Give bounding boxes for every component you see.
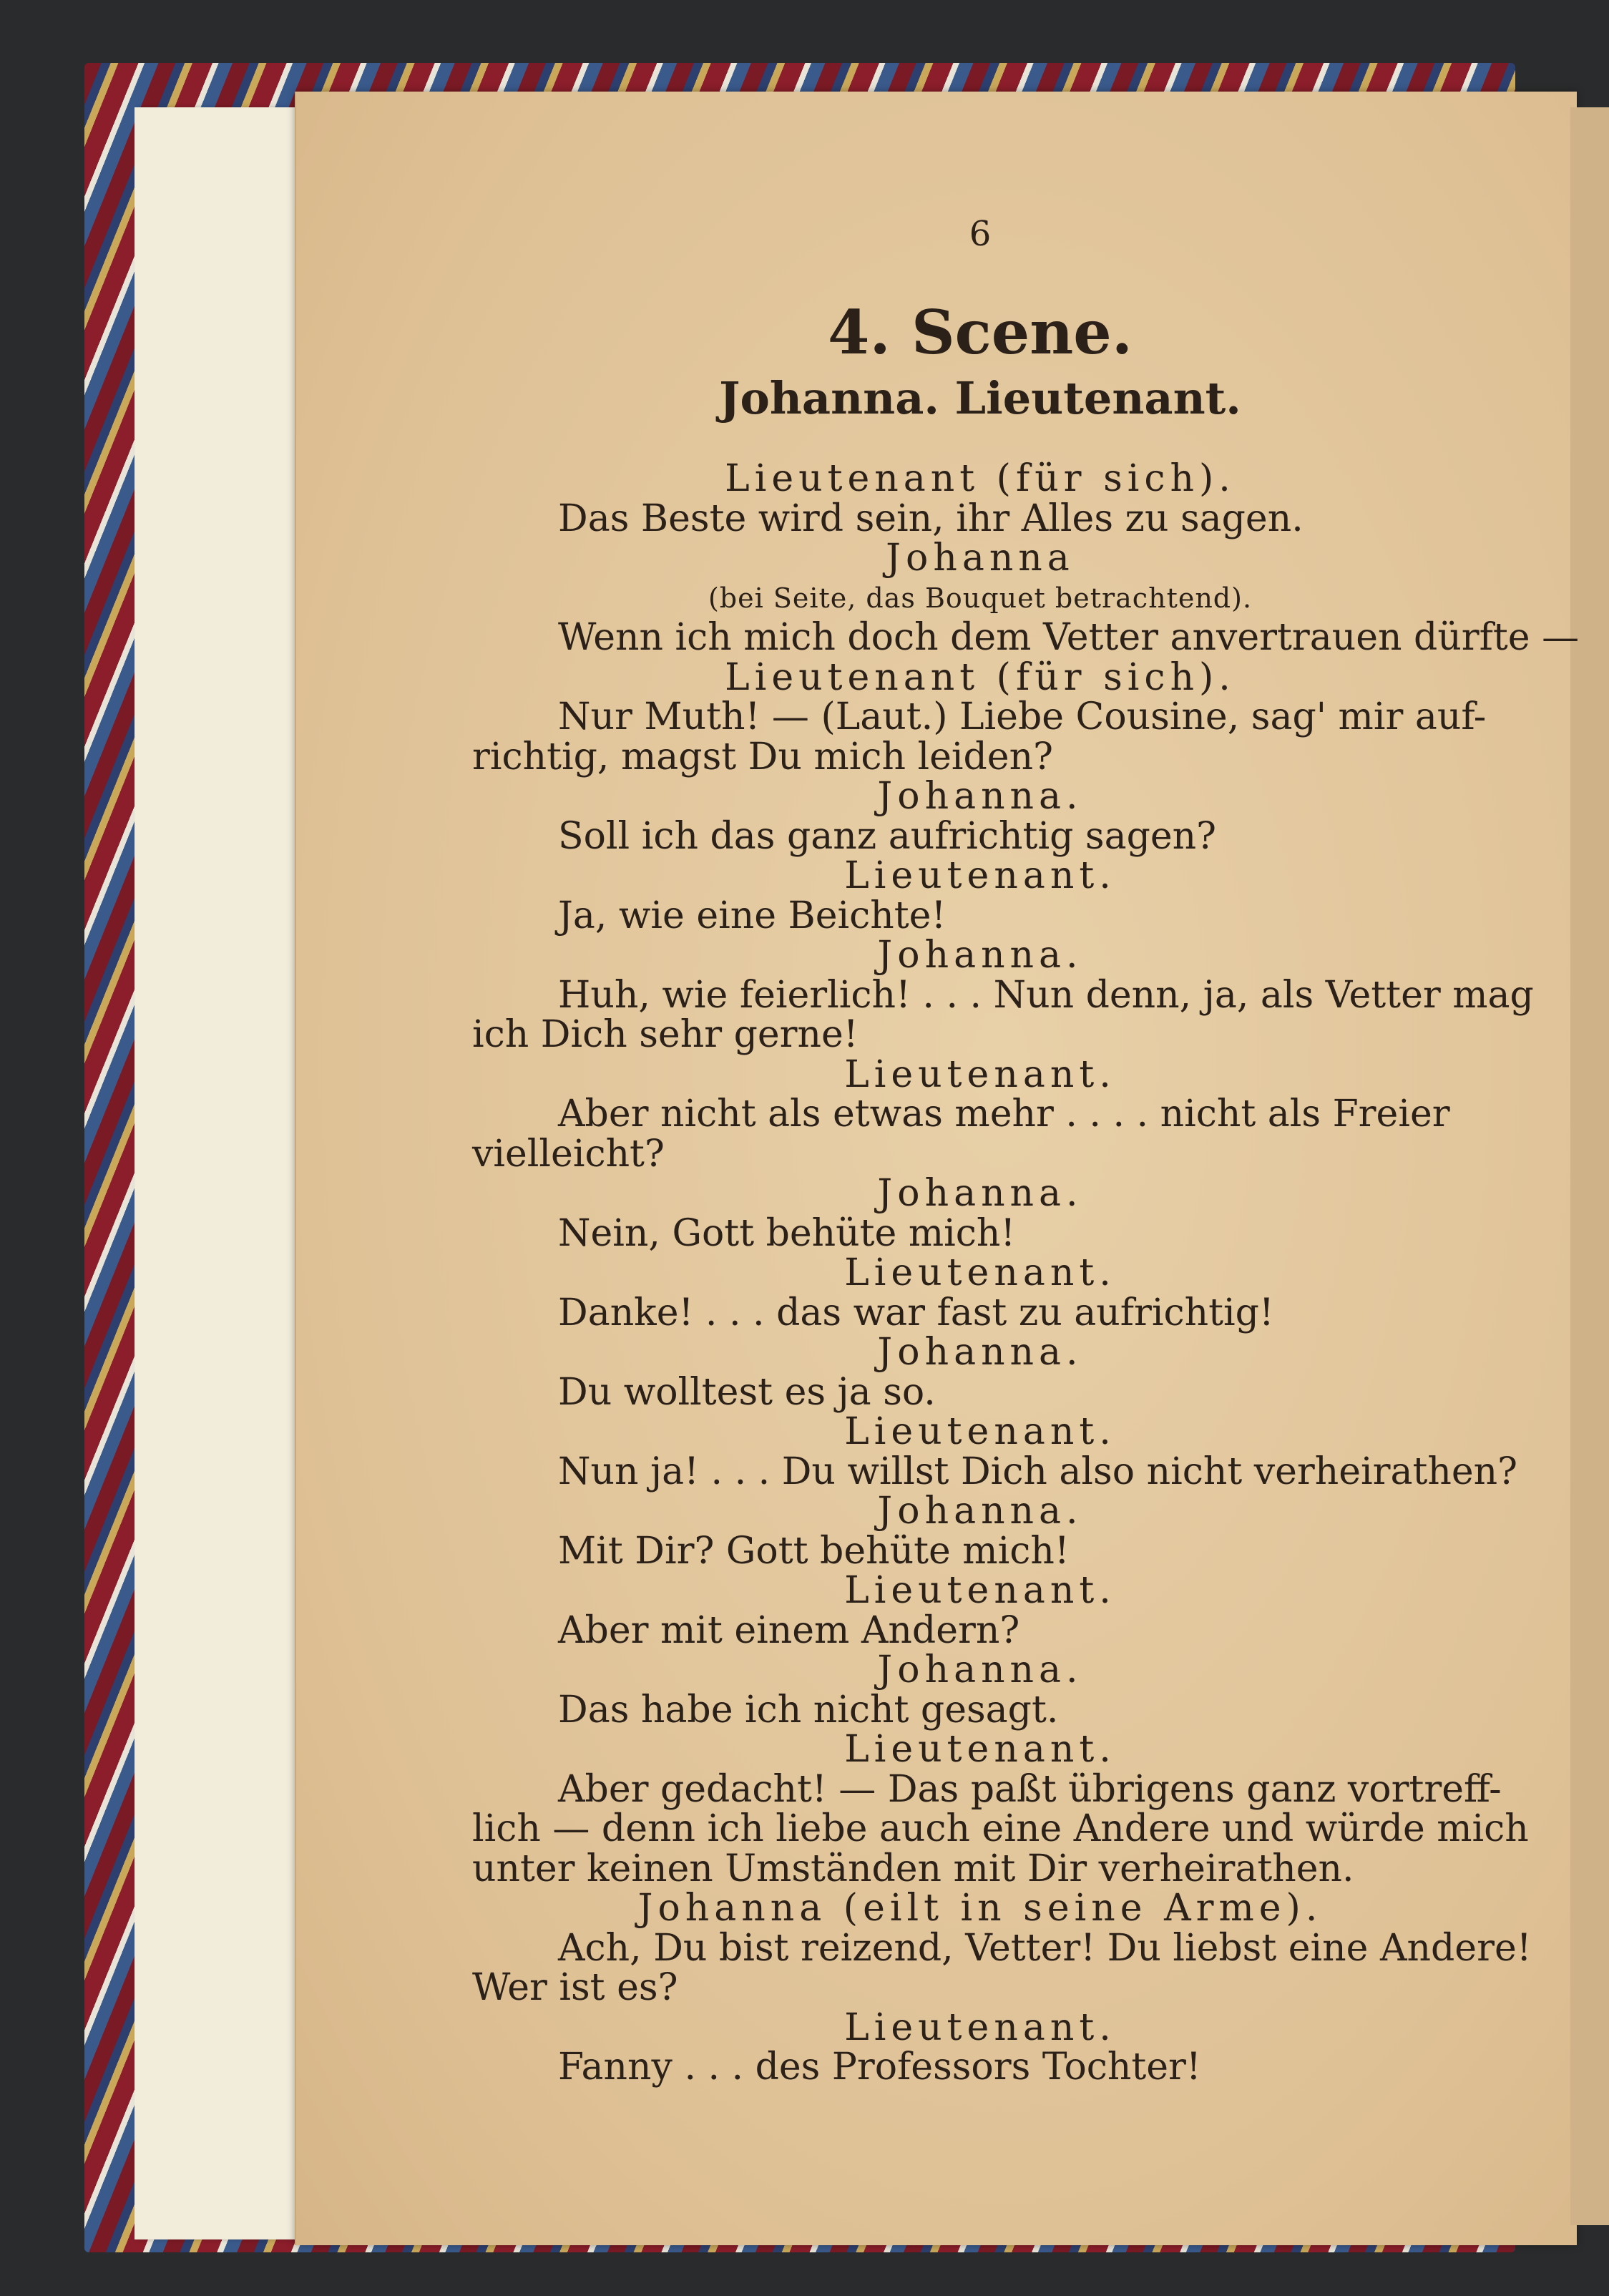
speaker-name: Lieutenant. — [844, 1251, 1116, 1294]
speech-line-continued: vielleicht? — [472, 1133, 665, 1176]
speech-line: Danke! . . . das war fast zu aufrichtig! — [558, 1291, 1274, 1334]
speech-line: Das Beste wird sein, ihr Alles zu sagen. — [558, 497, 1304, 540]
speaker-name: Lieutenant. — [844, 1728, 1116, 1771]
speaker-name: Lieutenant. — [844, 1053, 1116, 1096]
speech-line-continued: ich Dich sehr gerne! — [472, 1013, 859, 1056]
speech-line: Fanny . . . des Professors Tochter! — [558, 2046, 1201, 2089]
speech-line: Aber gedacht! — Das paßt übrigens ganz vortreff- — [558, 1768, 1502, 1811]
speaker-name: Lieutenant (für sich). — [725, 457, 1236, 500]
speaker-name: Johanna. — [877, 1648, 1083, 1691]
speaker-name: Johanna — [886, 537, 1075, 580]
scene-title: 4. Scene. — [828, 297, 1133, 368]
speaker-name: Lieutenant. — [844, 2006, 1116, 2049]
speech-line: Du wolltest es ja so. — [558, 1371, 936, 1414]
speech-line-continued: Wer ist es? — [472, 1966, 678, 2009]
speaker-name: Johanna. — [877, 1172, 1083, 1215]
speaker-name: Lieutenant (für sich). — [725, 656, 1236, 699]
speaker-name: Johanna (eilt in seine Arme). — [637, 1887, 1323, 1930]
speaker-name: Johanna. — [877, 1490, 1083, 1533]
speech-line-continued: lich — denn ich liebe auch eine Andere und würde mich — [472, 1807, 1529, 1850]
speech-line-continued: unter keinen Umständen mit Dir verheirathen. — [472, 1847, 1354, 1890]
speech-line: Nein, Gott behüte mich! — [558, 1212, 1016, 1255]
speech-line: Ja, wie eine Beichte! — [558, 894, 947, 937]
scene-characters: Johanna. Lieutenant. — [719, 372, 1241, 424]
speech-line: Nun ja! . . . Du willst Dich also nicht verheirathen? — [558, 1450, 1518, 1493]
speaker-name: Johanna. — [877, 775, 1083, 818]
speaker-name: Lieutenant. — [844, 1410, 1116, 1453]
speech-line: Aber mit einem Andern? — [558, 1609, 1020, 1652]
speaker-name: Johanna. — [877, 934, 1083, 977]
speech-line: Ach, Du bist reizend, Vetter! Du liebst eine Andere! — [558, 1927, 1532, 1970]
page-number: 6 — [969, 214, 992, 254]
speech-line-continued: richtig, magst Du mich leiden? — [472, 736, 1053, 778]
speaker-name: Lieutenant. — [844, 1569, 1116, 1612]
speech-line: Aber nicht als etwas mehr . . . . nicht als Freier — [558, 1093, 1450, 1135]
stage-direction: (bei Seite, das Bouquet betrachtend). — [708, 582, 1253, 614]
speaker-name: Lieutenant. — [844, 854, 1116, 897]
speech-line: Huh, wie feierlich! . . . Nun denn, ja, als Vetter mag — [558, 974, 1534, 1017]
speech-line: Nur Muth! — (Laut.) Liebe Cousine, sag' mir auf- — [558, 695, 1487, 738]
speaker-name: Johanna. — [877, 1331, 1083, 1374]
speech-line: Das habe ich nicht gesagt. — [558, 1689, 1059, 1731]
speech-line: Mit Dir? Gott behüte mich! — [558, 1530, 1070, 1573]
speech-line: Soll ich das ganz aufrichtig sagen? — [558, 815, 1217, 858]
speech-line: Wenn ich mich doch dem Vetter anvertrauen dürfte — — [558, 616, 1580, 659]
